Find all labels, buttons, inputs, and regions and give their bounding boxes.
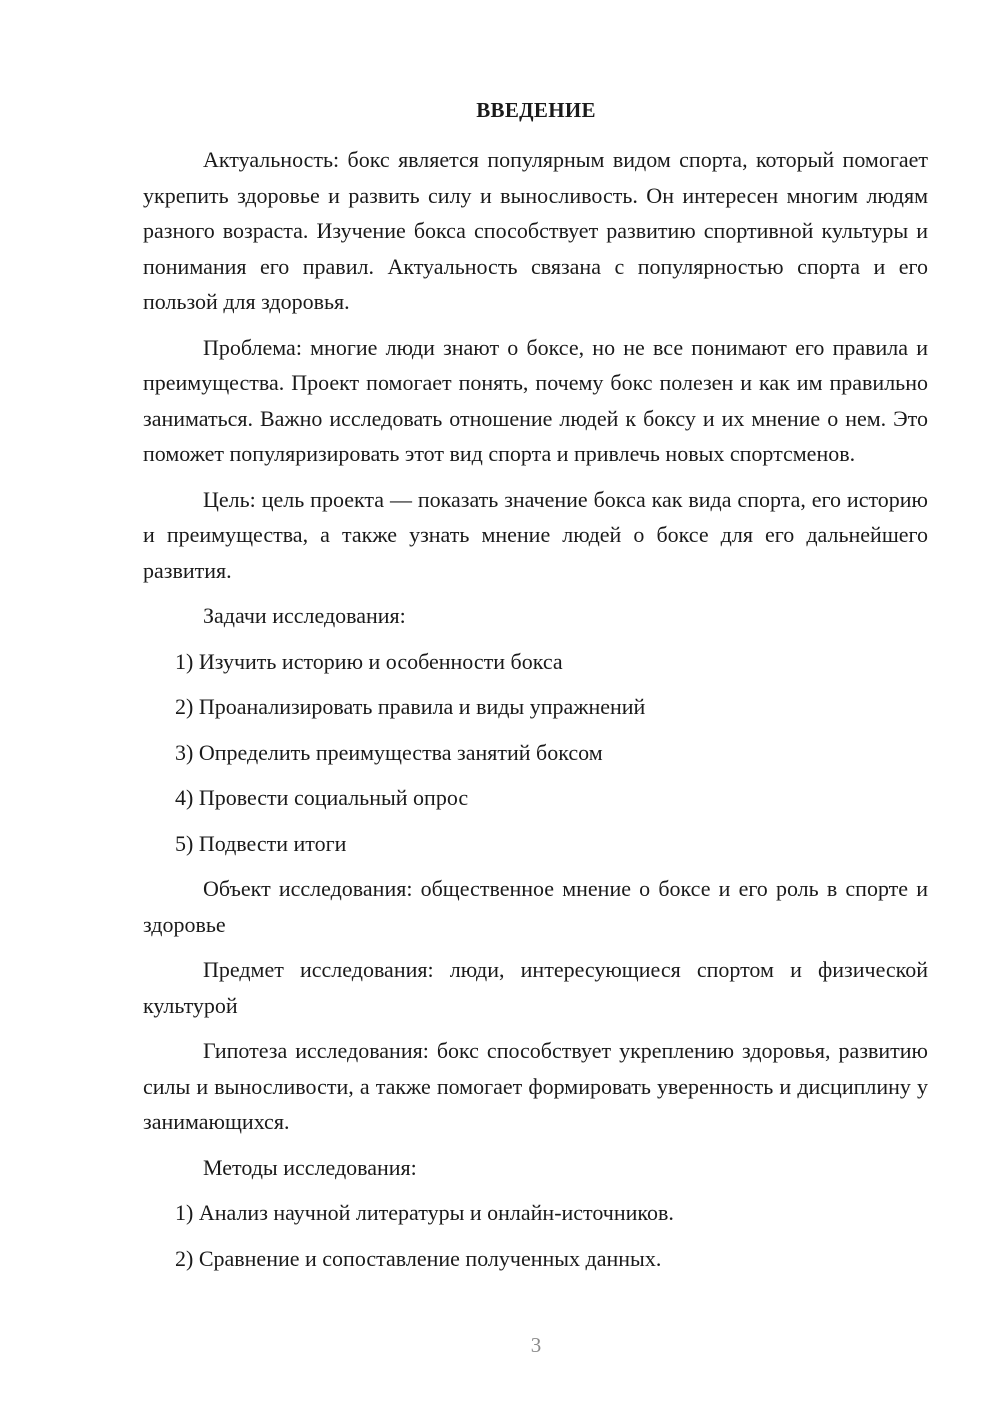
- list-item: 2) Сравнение и сопоставление полученных данных.: [175, 1245, 662, 1271]
- list-item: 3) Определить преимущества занятий боксом: [175, 739, 603, 765]
- list-item: 2) Проанализировать правила и виды упражнений: [175, 694, 646, 719]
- list-item: 1) Анализ научной литературы и онлайн-источников.: [175, 1200, 674, 1225]
- list-item: 4) Провести социальный опрос: [175, 785, 469, 810]
- relevance-paragraph: Актуальность: бокс является популярным видом спорта, который помогает укрепить здоровье и развить силу и выносливость. Он интересен многим людям разного возраста. Изучение бокса способствует развитию спортивной культуры и понимания его правил. Актуальность связана с популярностью спорта и его пользой для здоровья.: [143, 147, 928, 314]
- document-body: [143, 142, 928, 1286]
- page-heading: ВВЕДЕНИЕ: [476, 98, 596, 122]
- list-item: 1) Изучить историю и особенности бокса: [175, 648, 563, 674]
- subject-paragraph: Предмет исследования: люди, интересующиеся спортом и физической культурой: [143, 957, 928, 1018]
- methods-list: [143, 1195, 928, 1276]
- problem-paragraph: Проблема: многие люди знают о боксе, но не все понимают его правила и преимущества. Проект помогает понять, почему бокс полезен и как им правильно заниматься. Важно исследовать отношение людей к боксу и их мнение о нем. Это поможет популяризировать этот вид спорта и привлечь новых спортсменов.: [143, 334, 928, 466]
- hypothesis-paragraph: Гипотеза исследования: бокс способствует укреплению здоровья, развитию силы и выносливости, а также помогает формировать уверенность и дисциплину у занимающихся.: [143, 1038, 928, 1134]
- page-number: 3: [530, 1333, 542, 1357]
- tasks-title: Задачи исследования:: [203, 603, 406, 628]
- tasks-list: [143, 644, 928, 862]
- list-item: 5) Подвести итоги: [175, 830, 347, 856]
- methods-title: Методы исследования:: [203, 1154, 417, 1180]
- goal-paragraph: Цель: цель проекта — показать значение бокса как вида спорта, его историю и преимущества, а также узнать мнение людей о боксе для его дальнейшего развития.: [143, 486, 928, 583]
- object-paragraph: Объект исследования: общественное мнение о боксе и его роль в спорте и здоровье: [143, 876, 928, 937]
